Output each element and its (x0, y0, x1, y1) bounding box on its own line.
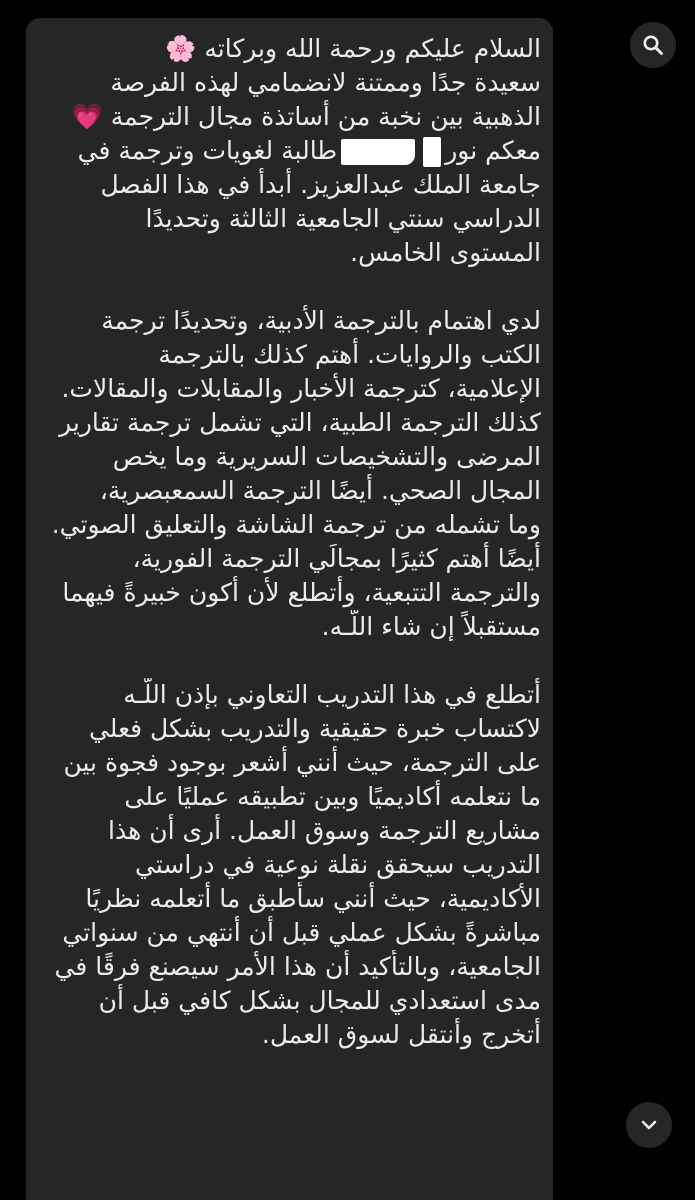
message-line: والترجمة التتبعية، وأتطلع لأن أكون خبيرةً فيهما (62, 578, 541, 607)
message-line: لاكتساب خبرة حقيقية والتدريب بشكل فعلي (88, 714, 541, 743)
message-line: المرضى والتشخيصات السريرية وما يخص (112, 442, 541, 471)
message-line: مباشرةً بشكل عملي قبل أن أنتهي من سنواتي (62, 918, 541, 947)
redacted-name-mark (423, 137, 441, 167)
message-bubble[interactable] (26, 18, 553, 1200)
message-line: السلام عليكم ورحمة الله وبركاته 🌸 (165, 34, 541, 63)
message-line: الجامعية، وبالتأكيد أن هذا الأمر سيصنع فرقًا في (54, 952, 541, 981)
message-line: مدى استعدادي للمجال بشكل كافي قبل أن (98, 986, 541, 1015)
paragraph-gap (36, 644, 541, 678)
message-line: التدريب سيحقق نقلة نوعية في دراستي (135, 850, 541, 879)
search-button[interactable] (630, 22, 676, 68)
message-line: كذلك الترجمة الطبية، التي تشمل ترجمة تقارير (59, 408, 541, 437)
message-line: الدراسي سنتي الجامعية الثالثة وتحديدًا (145, 204, 541, 233)
message-line: المجال الصحي. أيضًا الترجمة السمعبصرية، (99, 476, 541, 505)
message-line: الكتب والروايات. أهتم كذلك بالترجمة (158, 340, 541, 369)
message-line: أتطلع في هذا التدريب التعاوني بإذن اللّـه (123, 680, 541, 709)
message-line: جامعة الملك عبدالعزيز. أبدأ في هذا الفصل (100, 170, 541, 199)
message-line: سعيدة جدًا وممتنة لانضمامي لهذه الفرصة (110, 68, 541, 97)
message-paragraph-goals (36, 678, 541, 1052)
message-line: الأكاديمية، حيث أنني سأطبق ما أتعلمه نظريًا (85, 884, 541, 913)
message-line: أيضًا أهتم كثيرًا بمجالَي الترجمة الفورية، (132, 544, 541, 573)
message-paragraph-interests (36, 304, 541, 644)
message-line: وما تشمله من ترجمة الشاشة والتعليق الصوتي. (51, 510, 541, 539)
message-line: على الترجمة، حيث أنني أشعر بوجود فجوة بين (63, 748, 541, 777)
message-line: مستقبلاً إن شاء اللّـه. (321, 612, 541, 641)
message-line: مشاريع الترجمة وسوق العمل. أرى أن هذا (108, 816, 541, 845)
message-text: معكم نور (445, 136, 541, 165)
scroll-down-button[interactable] (626, 1102, 672, 1148)
search-icon (642, 34, 664, 56)
message-text: طالبة لغويات وترجمة في (77, 136, 338, 165)
message-line-with-redaction (36, 134, 541, 168)
message-line: الذهبية بين نخبة من أساتذة مجال الترجمة 💗 (71, 102, 541, 131)
redacted-name-block (341, 139, 415, 165)
paragraph-gap (36, 270, 541, 304)
message-line: أتخرج وأنتقل لسوق العمل. (261, 1020, 541, 1049)
message-line: لدي اهتمام بالترجمة الأدبية، وتحديدًا ترجمة (101, 306, 541, 335)
message-line: المستوى الخامس. (350, 238, 541, 267)
message-line: الإعلامية، كترجمة الأخبار والمقابلات والمقالات. (61, 374, 541, 403)
message-paragraph-intro (36, 32, 541, 270)
message-line: ما نتعلمه أكاديميًا وبين تطبيقه عمليًا على (124, 782, 541, 811)
chevron-down-icon (638, 1114, 660, 1136)
